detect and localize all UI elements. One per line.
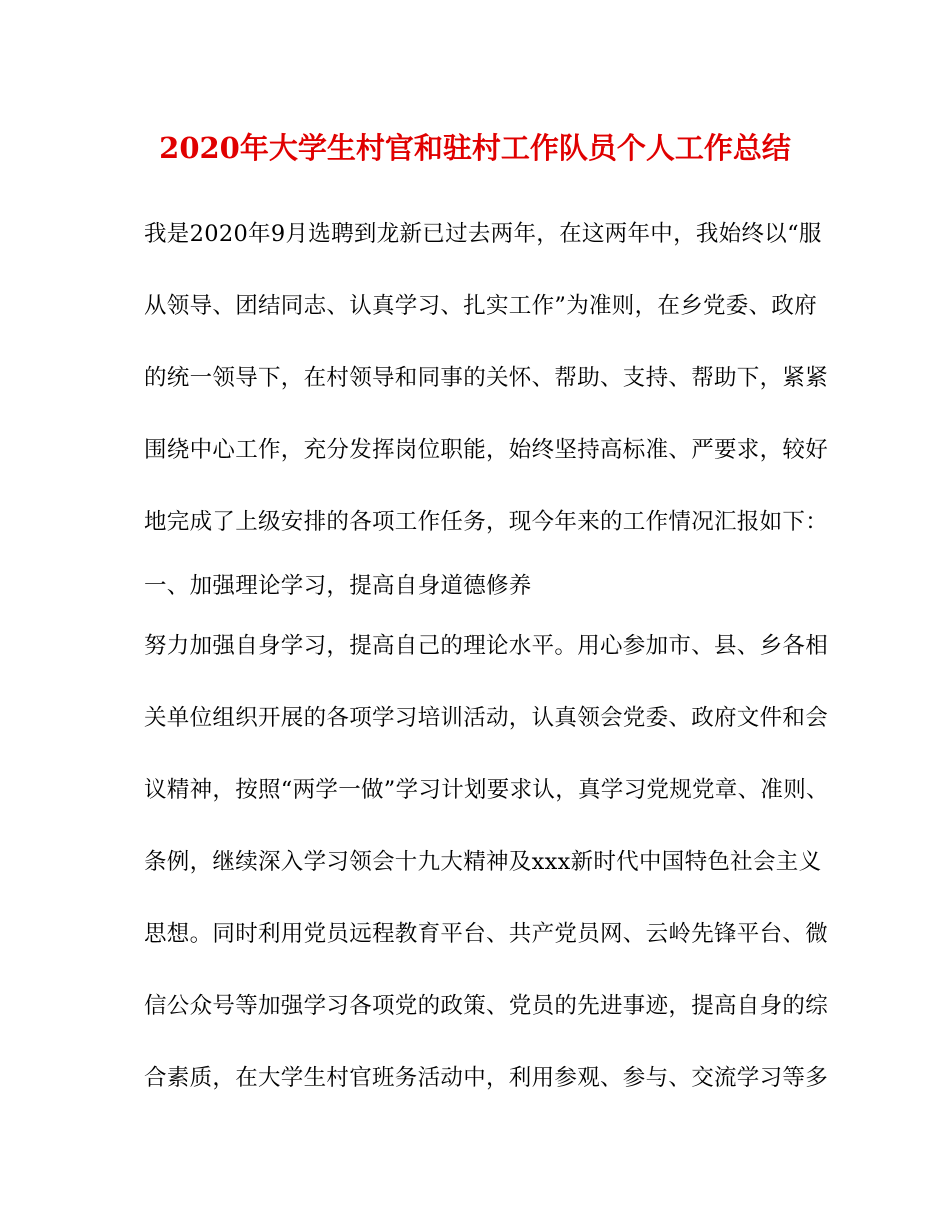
section-line-2: 关单位组织开展的各项学习培训活动，认真领会党委、政府文件和会 bbox=[144, 705, 829, 731]
section-line-5: 思想。同时利用党员远程教育平台、共产党员网、云岭先锋平台、微 bbox=[144, 921, 829, 947]
section-heading: 一、加强理论学习，提高自身道德修养 bbox=[144, 573, 532, 599]
section-line-7: 合素质，在大学生村官班务活动中，利用参观、参与、交流学习等多 bbox=[144, 1065, 829, 1091]
intro-line-4: 围绕中心工作，充分发挥岗位职能，始终坚持高标准、严要求，较好 bbox=[144, 437, 829, 463]
document-title: 2020年大学生村官和驻村工作队员个人工作总结 bbox=[159, 131, 791, 165]
section-line-4: 条例，继续深入学习领会十九大精神及xxx新时代中国特色社会主义 bbox=[144, 849, 822, 875]
section-line-3: 议精神，按照“两学一做”学习计划要求认，真学习党规党章、准则、 bbox=[144, 777, 829, 803]
section-line-1: 努力加强自身学习，提高自己的理论水平。用心参加市、县、乡各相 bbox=[144, 633, 829, 659]
intro-line-2: 从领导、团结同志、认真学习、扎实工作”为准则，在乡党委、政府 bbox=[144, 293, 818, 319]
section-line-6: 信公众号等加强学习各项党的政策、党员的先进事迹，提高自身的综 bbox=[144, 993, 829, 1019]
intro-line-1: 我是2020年9月选聘到龙新已过去两年，在这两年中，我始终以“服 bbox=[144, 221, 822, 247]
intro-line-5: 地完成了上级安排的各项工作任务，现今年来的工作情况汇报如下： bbox=[144, 509, 829, 535]
intro-line-3: 的统一领导下，在村领导和同事的关怀、帮助、支持、帮助下，紧紧 bbox=[144, 365, 829, 391]
